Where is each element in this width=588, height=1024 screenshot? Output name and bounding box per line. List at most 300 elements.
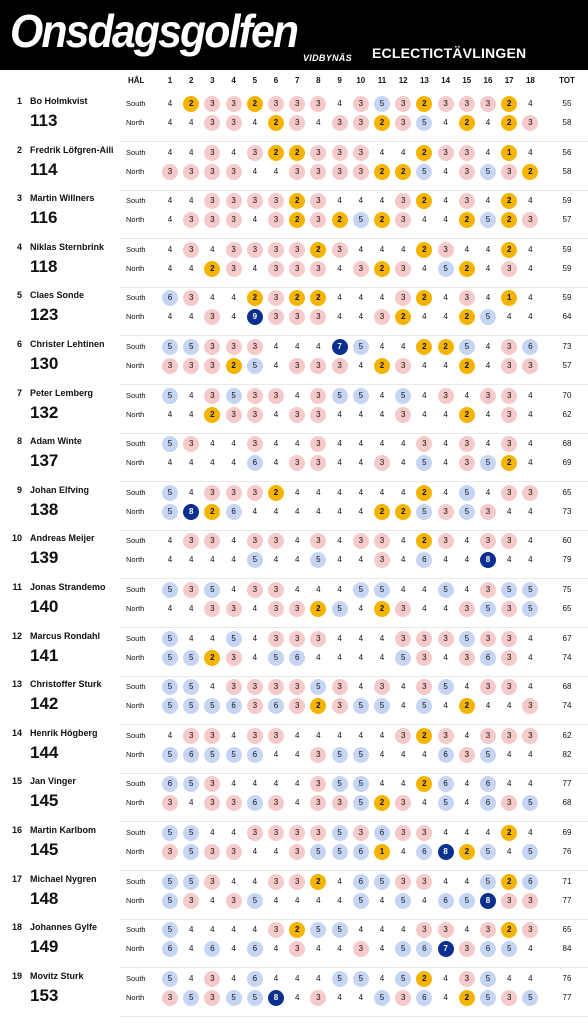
- hole-score: 3: [226, 115, 242, 131]
- hole-score: 3: [416, 825, 432, 841]
- player-rank: 18: [11, 922, 22, 933]
- hole-score: 5: [183, 874, 199, 890]
- hole-score: 4: [528, 633, 533, 643]
- hole-score: 3: [289, 941, 305, 957]
- hole-score: 8: [183, 504, 199, 520]
- hole-score: 3: [522, 728, 538, 744]
- round-total: 75: [562, 585, 572, 594]
- player-total-score: 145: [30, 840, 59, 859]
- course-label: North: [126, 409, 145, 419]
- hole-score: 3: [183, 242, 199, 258]
- hole-score: 3: [310, 261, 326, 277]
- hole-score: 2: [247, 290, 263, 306]
- player-name: Michael Nygren: [30, 873, 97, 884]
- hole-score: 5: [374, 698, 390, 714]
- hole-score: 3: [247, 533, 263, 549]
- hole-score: 3: [289, 844, 305, 860]
- hole-score: 4: [464, 730, 470, 740]
- hole-score: 5: [416, 115, 432, 131]
- hole-score: 4: [485, 293, 491, 303]
- player-row: [0, 677, 588, 725]
- hole-score: 3: [501, 990, 517, 1006]
- hole-score: 4: [400, 536, 406, 546]
- hole-score: 4: [188, 390, 194, 400]
- hole-score: 4: [337, 458, 342, 468]
- player-rank: 12: [11, 630, 22, 641]
- hole-score: 4: [316, 342, 321, 351]
- hole-score: 4: [358, 604, 364, 613]
- hole-header-7: 7: [294, 76, 300, 85]
- hole-score: 3: [501, 261, 517, 277]
- hole-score: 5: [501, 941, 517, 957]
- hole-score: 4: [422, 409, 427, 419]
- hole-score: 5: [522, 795, 538, 811]
- hole-header-10: 10: [356, 76, 366, 85]
- hole-score: 4: [528, 944, 533, 954]
- hole-score: 3: [310, 309, 326, 325]
- hole-score: 3: [204, 388, 220, 404]
- hole-score: 2: [416, 193, 432, 209]
- hole-score: 3: [162, 164, 178, 180]
- hole-score: 5: [162, 436, 178, 452]
- course-label: North: [126, 798, 145, 808]
- hole-score: 5: [416, 164, 432, 180]
- hole-score: 3: [395, 407, 411, 423]
- hole-score: 9: [247, 309, 263, 325]
- course-label: North: [126, 555, 145, 565]
- hole-score: 6: [247, 747, 263, 763]
- hole-score: 2: [501, 455, 517, 471]
- hole-score: 4: [337, 555, 342, 565]
- hole-score: 4: [400, 701, 406, 711]
- hole-score: 2: [416, 145, 432, 161]
- course-label: North: [126, 118, 145, 127]
- hole-score: 6: [416, 990, 432, 1006]
- hole-score: 4: [464, 925, 470, 935]
- hole-score: 4: [528, 147, 533, 157]
- hole-score: 3: [183, 728, 199, 744]
- course-label: South: [126, 244, 146, 254]
- hole-score: 3: [438, 242, 454, 258]
- hole-score: 4: [273, 973, 279, 983]
- course-label: South: [126, 147, 146, 157]
- player-rank: 5: [16, 290, 22, 301]
- player-row: [0, 240, 588, 288]
- hole-score: 3: [268, 96, 284, 112]
- hole-score: 3: [310, 533, 326, 549]
- player-row: [0, 288, 588, 336]
- hole-score: 3: [459, 455, 475, 471]
- hole-score: 4: [273, 944, 279, 954]
- hole-score: 4: [337, 312, 342, 322]
- hole-score: 2: [310, 601, 326, 617]
- hole-score: 5: [247, 358, 263, 374]
- hole-score: 3: [289, 455, 305, 471]
- hole-score: 4: [252, 118, 258, 127]
- player-rank: 4: [16, 241, 22, 252]
- hole-score: 4: [464, 682, 470, 692]
- hole-score: 5: [480, 212, 496, 228]
- player-total-score: 149: [30, 937, 59, 957]
- hole-score: 2: [289, 290, 305, 306]
- hole-score: 5: [162, 698, 178, 714]
- hole-score: 3: [395, 874, 411, 890]
- hole-score: 3: [204, 115, 220, 131]
- hole-score: 5: [204, 698, 220, 714]
- player-name: Claes Sonde: [30, 290, 85, 301]
- hole-score: 3: [353, 533, 369, 549]
- hole-score: 2: [438, 339, 454, 355]
- hole-score: 3: [459, 290, 475, 306]
- hole-score: 5: [162, 679, 178, 695]
- course-label: North: [126, 506, 145, 516]
- hole-score: 2: [374, 164, 390, 180]
- hole-score: 4: [273, 506, 279, 516]
- hole-score: 5: [501, 582, 517, 598]
- hole-score: 4: [294, 798, 300, 808]
- hole-score: 5: [247, 893, 263, 909]
- hole-score: 4: [167, 263, 173, 273]
- hole-score: 5: [374, 874, 390, 890]
- hole-score: 3: [268, 679, 284, 695]
- hole-score: 3: [247, 145, 263, 161]
- round-total: 84: [562, 944, 572, 954]
- hole-score: 3: [395, 795, 411, 811]
- hole-score: 2: [289, 212, 305, 228]
- hole-score: 4: [379, 652, 385, 662]
- hole-score: 5: [438, 679, 454, 695]
- hole-score: 4: [379, 487, 385, 497]
- hole-score: 3: [501, 339, 517, 355]
- round-total: 56: [562, 147, 572, 157]
- hole-score: 4: [337, 652, 342, 662]
- hole-score: 4: [528, 244, 533, 254]
- hole-score: 3: [310, 436, 326, 452]
- hole-score: 4: [379, 196, 385, 206]
- hole-score: 4: [443, 487, 448, 497]
- hole-score: 3: [268, 193, 284, 209]
- hole-score: 4: [167, 312, 173, 322]
- hole-score: 4: [400, 749, 406, 759]
- hole-score: 3: [459, 436, 475, 452]
- course-label: South: [126, 633, 146, 643]
- player-row: [0, 969, 588, 1017]
- hole-score: 2: [395, 309, 411, 325]
- hole-score: 2: [204, 504, 220, 520]
- page-subtitle: ECLECTICTÄVLINGEN: [372, 45, 527, 61]
- hole-score: 3: [438, 922, 454, 938]
- player-row: [0, 774, 588, 822]
- hole-score: 2: [374, 504, 390, 520]
- hole-score: 4: [443, 293, 448, 303]
- course-label: South: [126, 925, 146, 935]
- hole-score: 4: [528, 749, 533, 759]
- course-label: South: [126, 293, 146, 303]
- hole-score: 4: [231, 876, 236, 886]
- round-total: 59: [562, 263, 572, 273]
- hole-score: 4: [485, 487, 491, 497]
- player-name: Johan Elfving: [30, 484, 90, 495]
- hole-score: 5: [162, 582, 178, 598]
- player-name: Martin Karlbom: [30, 825, 97, 835]
- player-rank: 15: [11, 776, 22, 787]
- hole-score: 5: [459, 339, 475, 355]
- hole-score: 4: [528, 409, 533, 419]
- hole-score: 4: [337, 293, 342, 303]
- hole-score: 4: [252, 506, 258, 516]
- hole-score: 3: [162, 844, 178, 860]
- hole-score: 5: [395, 941, 411, 957]
- hole-score: 2: [374, 795, 390, 811]
- player-rank: 14: [11, 727, 22, 738]
- hole-score: 3: [268, 261, 284, 277]
- player-name: Bo Holmkvist: [30, 96, 88, 106]
- player-rank: 9: [16, 484, 22, 495]
- hole-score: 2: [374, 212, 390, 228]
- hole-score: 3: [522, 893, 538, 909]
- hole-score: 3: [204, 96, 220, 112]
- hole-score: 2: [501, 242, 517, 258]
- hole-score: 4: [252, 604, 258, 613]
- hole-score: 3: [353, 96, 369, 112]
- hole-score: 3: [204, 212, 220, 228]
- hole-score: 2: [416, 728, 432, 744]
- hole-score: 5: [162, 922, 178, 938]
- hole-score: 3: [204, 193, 220, 209]
- round-total: 79: [562, 555, 572, 565]
- hole-score: 2: [501, 825, 517, 841]
- hole-score: 4: [273, 749, 279, 759]
- hole-score: 3: [247, 407, 263, 423]
- hole-score: 3: [522, 922, 538, 938]
- player-row: [0, 143, 588, 191]
- hole-score: 5: [353, 339, 369, 355]
- hole-score: 4: [252, 633, 258, 643]
- hole-score: 6: [438, 747, 454, 763]
- hole-score: 4: [210, 828, 215, 837]
- round-total: 62: [562, 730, 572, 740]
- hole-score: 3: [332, 164, 348, 180]
- hole-score: 3: [332, 242, 348, 258]
- hole-score: 4: [337, 730, 342, 740]
- hole-score: 3: [416, 874, 432, 890]
- hole-score: 3: [268, 388, 284, 404]
- hole-score: 5: [162, 825, 178, 841]
- hole-score: 2: [289, 193, 305, 209]
- hole-score: 3: [395, 261, 411, 277]
- round-total: 73: [562, 342, 572, 351]
- hole-score: 3: [247, 728, 263, 744]
- hole-score: 4: [379, 925, 385, 935]
- hole-score: 4: [528, 682, 533, 692]
- hole-score: 4: [528, 779, 533, 789]
- hole-score: 3: [268, 212, 284, 228]
- course-label: South: [126, 682, 146, 692]
- player-name: Jonas Strandemo: [30, 582, 106, 592]
- hole-header-2: 2: [188, 76, 194, 85]
- hole-score: 6: [353, 874, 369, 890]
- hole-score: 2: [416, 533, 432, 549]
- hole-score: 3: [416, 436, 432, 452]
- hole-score: 2: [395, 164, 411, 180]
- round-total: 77: [562, 895, 572, 905]
- hole-score: 5: [353, 893, 369, 909]
- hole-score: 4: [337, 992, 342, 1002]
- hole-score: 3: [226, 96, 242, 112]
- hole-score: 4: [400, 342, 406, 351]
- hole-score: 3: [204, 776, 220, 792]
- player-name: Niklas Sternbrink: [30, 241, 105, 252]
- hole-score: 4: [358, 506, 364, 516]
- hole-score: 5: [416, 455, 432, 471]
- hole-score: 2: [310, 290, 326, 306]
- hole-score: 2: [459, 407, 475, 423]
- player-total-score: 118: [30, 256, 58, 276]
- hole-score: 5: [204, 582, 220, 598]
- hole-score: 4: [358, 196, 364, 206]
- course-label: North: [126, 166, 145, 176]
- player-total-score: 132: [30, 402, 59, 422]
- hole-score: 3: [522, 115, 538, 131]
- hole-score: 4: [485, 147, 491, 157]
- hole-score: 4: [443, 409, 448, 419]
- hole-score: 5: [162, 747, 178, 763]
- hole-score: 4: [443, 701, 448, 711]
- round-total: 68: [562, 682, 572, 692]
- hole-score: 6: [162, 776, 178, 792]
- hole-score: 4: [422, 585, 427, 594]
- hole-score: 3: [226, 261, 242, 277]
- hole-score: 4: [358, 487, 364, 497]
- player-total-score: 130: [30, 354, 59, 373]
- hole-score: 4: [231, 973, 236, 983]
- hole-score: 3: [268, 309, 284, 325]
- hole-score: 4: [443, 876, 448, 886]
- hole-score: 4: [188, 312, 194, 322]
- hole-score: 3: [501, 631, 517, 647]
- hole-score: 3: [353, 261, 369, 277]
- hole-score: 3: [289, 115, 305, 131]
- player-row: [0, 191, 588, 239]
- hole-score: 3: [204, 844, 220, 860]
- hole-score: 5: [183, 776, 199, 792]
- hole-score: 4: [464, 828, 470, 837]
- player-total-score: 114: [30, 159, 58, 179]
- hole-score: 3: [310, 747, 326, 763]
- hole-score: 3: [183, 358, 199, 374]
- hole-score: 2: [226, 358, 242, 374]
- player-total-score: 145: [30, 791, 59, 811]
- hole-score: 4: [210, 895, 215, 905]
- hole-score: 4: [337, 633, 342, 643]
- player-total-score: 137: [30, 451, 59, 471]
- hole-score: 2: [310, 874, 326, 890]
- hole-score: 3: [247, 485, 263, 501]
- hole-score: 6: [522, 874, 538, 890]
- hole-score: 3: [332, 145, 348, 161]
- hole-score: 3: [310, 990, 326, 1006]
- round-total: 58: [562, 166, 572, 176]
- hole-score: 2: [501, 115, 517, 131]
- hole-score: 3: [226, 893, 242, 909]
- hole-score: 3: [226, 485, 242, 501]
- course-label: South: [126, 439, 146, 449]
- hole-score: 2: [459, 261, 475, 277]
- round-total: 76: [562, 973, 572, 983]
- hole-score: 3: [204, 339, 220, 355]
- hole-score: 3: [289, 874, 305, 890]
- round-total: 65: [562, 925, 572, 935]
- course-label: North: [126, 361, 145, 370]
- hole-score: 5: [332, 922, 348, 938]
- hole-score: 2: [247, 96, 263, 112]
- hole-score: 5: [480, 747, 496, 763]
- hole-score: 3: [226, 164, 242, 180]
- round-total: 59: [562, 293, 572, 303]
- hole-score: 3: [162, 795, 178, 811]
- hole-score: 3: [480, 679, 496, 695]
- hole-score: 4: [294, 342, 300, 351]
- hole-score: 4: [485, 701, 491, 711]
- hole-score: 4: [379, 244, 385, 254]
- hole-score: 4: [188, 944, 194, 954]
- course-label: North: [126, 312, 145, 322]
- hole-score: 4: [400, 847, 406, 856]
- hole-score: 3: [353, 825, 369, 841]
- hole-score: 4: [358, 439, 364, 449]
- hole-score: 6: [247, 941, 263, 957]
- hole-score: 4: [358, 458, 364, 468]
- hole-score: 3: [310, 825, 326, 841]
- hole-score: 4: [443, 652, 448, 662]
- course-label: North: [126, 263, 145, 273]
- course-label: South: [126, 536, 146, 546]
- hole-score: 4: [167, 458, 173, 468]
- hole-score: 3: [459, 164, 475, 180]
- player-row: [0, 386, 588, 434]
- hole-score: 3: [438, 631, 454, 647]
- hole-score: 3: [395, 601, 411, 617]
- hole-score: 3: [480, 96, 496, 112]
- hole-score: 6: [522, 339, 538, 355]
- player-name: Movitz Sturk: [30, 970, 84, 981]
- page-title: Onsdagsgolfen: [10, 5, 298, 57]
- hole-score: 4: [528, 293, 533, 303]
- hole-score: 6: [247, 971, 263, 987]
- hole-score: 5: [374, 582, 390, 598]
- hole-score: 4: [443, 215, 448, 225]
- hole-score: 5: [416, 504, 432, 520]
- hole-score: 4: [506, 973, 512, 983]
- hole-score: 2: [395, 504, 411, 520]
- hole-score: 5: [162, 893, 178, 909]
- hole-score: 3: [162, 358, 178, 374]
- hole-score: 3: [501, 533, 517, 549]
- hole-score: 5: [183, 990, 199, 1006]
- course-label: North: [126, 458, 145, 468]
- hole-score: 4: [210, 633, 215, 643]
- hole-score: 3: [480, 504, 496, 520]
- course-label: South: [126, 487, 146, 497]
- hole-score: 4: [358, 652, 364, 662]
- hole-score: 3: [204, 728, 220, 744]
- hole-score: 5: [395, 971, 411, 987]
- round-total: 55: [562, 99, 572, 108]
- hole-score: 3: [183, 582, 199, 598]
- hole-score: 4: [422, 312, 427, 322]
- player-total-score: 144: [30, 742, 59, 762]
- round-total: 70: [562, 390, 572, 400]
